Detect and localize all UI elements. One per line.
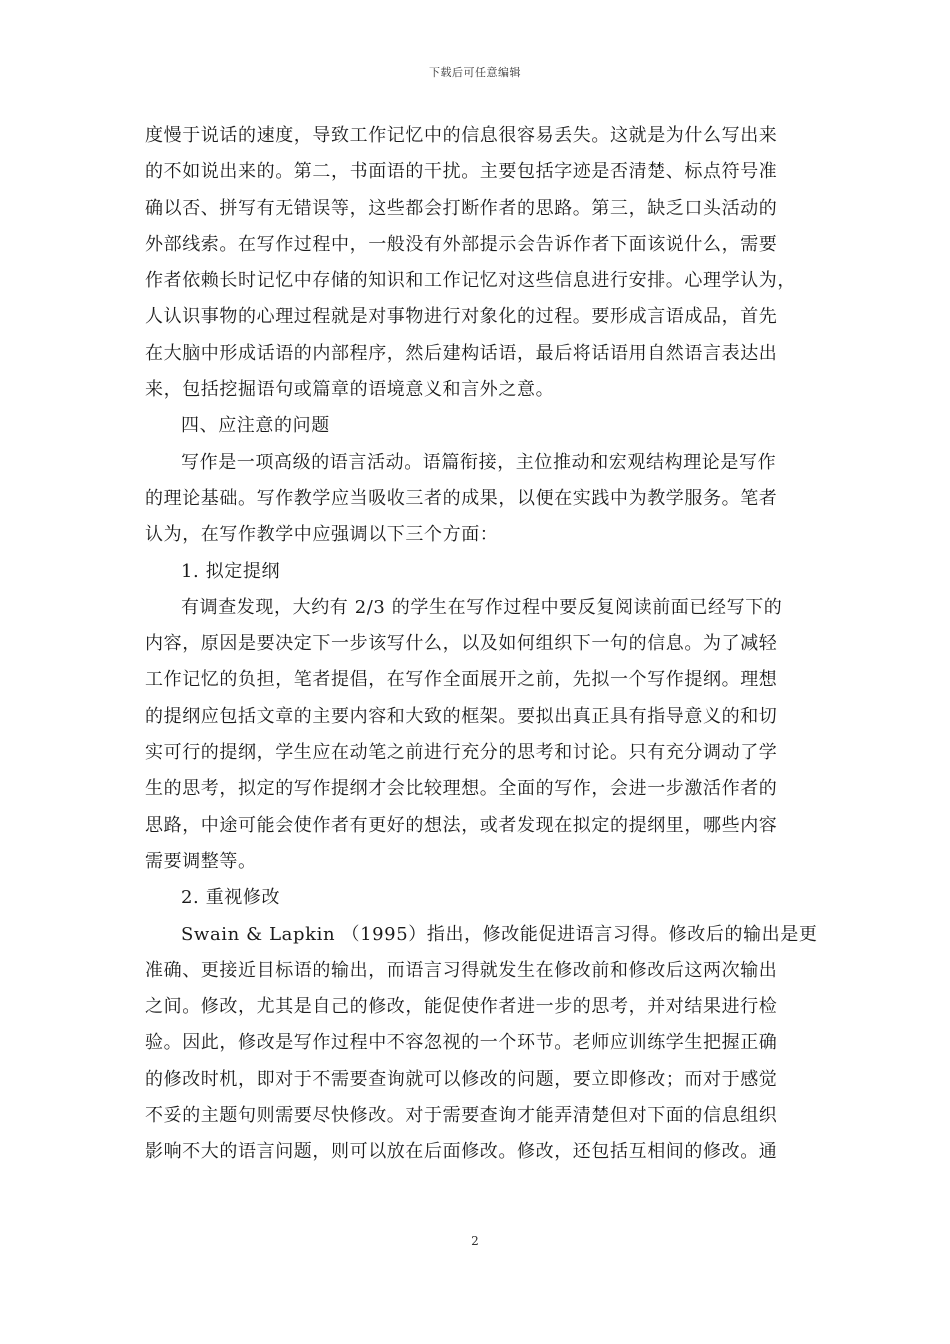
page-header: 下载后可任意编辑 xyxy=(429,66,521,79)
text-line: 生的思考，拟定的写作提纲才会比较理想。全面的写作，会进一步激活作者的 xyxy=(145,778,778,800)
text-line: 作者依赖长时记忆中存储的知识和工作记忆对这些信息进行安排。心理学认为， xyxy=(145,270,796,292)
section-heading: 四、应注意的问题 xyxy=(181,415,330,437)
text-line: 不妥的主题句则需要尽快修改。对于需要查询才能弄清楚但对下面的信息组织 xyxy=(145,1105,778,1127)
text-line: 的提纲应包括文章的主要内容和大致的框架。要拟出真正具有指导意义的和切 xyxy=(145,705,778,727)
text-line: 认为，在写作教学中应强调以下三个方面： xyxy=(145,524,499,546)
text-line: 的修改时机，即对于不需要查询就可以修改的问题，要立即修改；而对于感觉 xyxy=(145,1068,778,1090)
text-line: 在大脑中形成话语的内部程序，然后建构话语，最后将话语用自然语言表达出 xyxy=(145,342,778,364)
text-line: 有调查发现，大约有 2/3 的学生在写作过程中要反复阅读前面已经写下的 xyxy=(181,596,783,618)
page-number: 2 xyxy=(471,1234,479,1248)
subsection-heading: 2. 重视修改 xyxy=(181,887,281,909)
text-line: 之间。修改，尤其是自己的修改，能促使作者进一步的思考，并对结果进行检 xyxy=(145,996,778,1018)
text-line: 外部线索。在写作过程中，一般没有外部提示会告诉作者下面该说什么，需要 xyxy=(145,233,778,255)
text-line: 度慢于说话的速度，导致工作记忆中的信息很容易丢失。这就是为什么写出来 xyxy=(145,125,778,146)
text-line: 思路，中途可能会使作者有更好的想法，或者发现在拟定的提纲里，哪些内容 xyxy=(145,814,778,836)
text-line: 人认识事物的心理过程就是对事物进行对象化的过程。要形成言语成品，首先 xyxy=(145,306,778,328)
text-line: 工作记忆的负担，笔者提倡，在写作全面展开之前，先拟一个写作提纲。理想 xyxy=(145,669,778,691)
text-line: 写作是一项高级的语言活动。语篇衔接，主位推动和宏观结构理论是写作 xyxy=(181,451,777,473)
text-line: 验。因此，修改是写作过程中不容忽视的一个环节。老师应训练学生把握正确 xyxy=(145,1032,778,1054)
text-line: 准确、更接近目标语的输出，而语言习得就发生在修改前和修改后这两次输出 xyxy=(145,959,778,981)
document-body xyxy=(145,118,818,1171)
text-line: Swain & Lapkin （1995）指出，修改能促进语言习得。修改后的输出是更 xyxy=(181,923,818,945)
subsection-heading: 1. 拟定提纲 xyxy=(181,560,281,582)
text-line: 的理论基础。写作教学应当吸收三者的成果，以便在实践中为教学服务。笔者 xyxy=(145,487,778,509)
text-line: 实可行的提纲，学生应在动笔之前进行充分的思考和讨论。只有充分调动了学 xyxy=(145,742,778,764)
text-line: 影响不大的语言问题，则可以放在后面修改。修改，还包括互相间的修改。通 xyxy=(145,1141,778,1163)
text-line: 的不如说出来的。第二，书面语的干扰。主要包括字迹是否清楚、标点符号准 xyxy=(145,161,778,183)
text-line: 内容，原因是要决定下一步该写什么，以及如何组织下一句的信息。为了减轻 xyxy=(145,633,778,655)
text-line: 需要调整等。 xyxy=(145,850,257,872)
text-line: 确以否、拼写有无错误等，这些都会打断作者的思路。第三，缺乏口头活动的 xyxy=(145,197,778,219)
text-line: 来，包括挖掘语句或篇章的语境意义和言外之意。 xyxy=(145,379,555,401)
